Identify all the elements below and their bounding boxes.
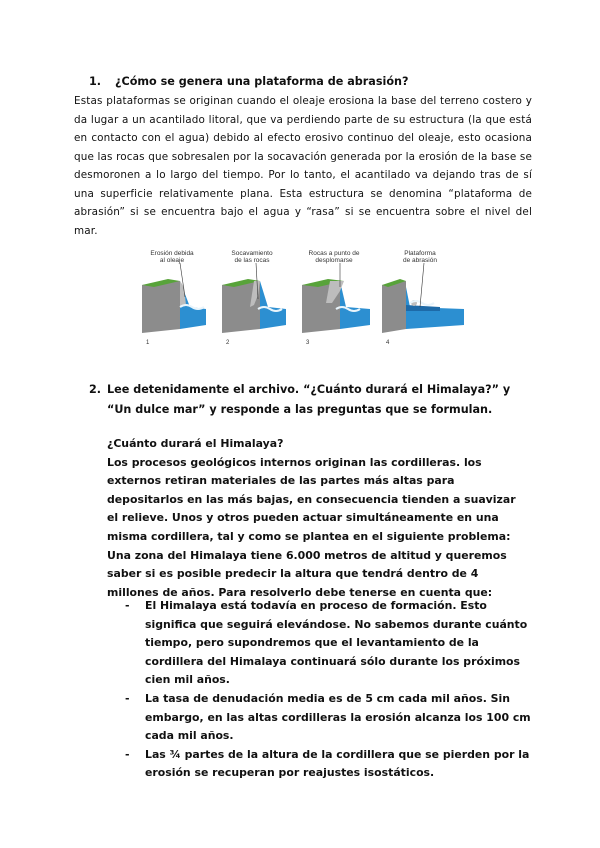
abrasion-platform-figure <box>140 247 470 347</box>
panel-4-label: Plataforma de abrasión <box>403 250 437 264</box>
figure-panel-4 <box>382 250 464 346</box>
question-2-number: 2. <box>89 383 102 396</box>
figure-panel-1 <box>142 250 206 346</box>
question-2-body <box>107 435 527 602</box>
figure-panel-2 <box>222 250 286 346</box>
question-1-number: 1. <box>89 75 102 88</box>
list-item-text: El Himalaya está todavía en proceso de formación. Esto significa que seguirá elevándose. No sabemos durante cuánto tiempo, pero supondremos que el levantamiento de la cordillera del Himalaya continuará sólo durante los próximos cien mil años. <box>145 599 528 687</box>
panel-4-platform <box>406 305 440 311</box>
panel-4-cliff <box>382 281 406 333</box>
panel-2-label: Socavamiento de las rocas <box>231 250 273 264</box>
figure-panel-3 <box>302 250 370 346</box>
panel-4-number: 4 <box>386 340 390 346</box>
question-1-title: ¿Cómo se genera una plataforma de abrasión? <box>115 75 409 88</box>
considerations-list <box>122 597 532 783</box>
abrasion-diagram <box>140 247 470 347</box>
question-2-heading <box>89 380 529 420</box>
list-item-text: La tasa de denudación media es de 5 cm cada mil años. Sin embargo, en las altas cordilleras la erosión alcanza los 100 cm cada mil años. <box>145 691 531 743</box>
panel-1-number: 1 <box>146 340 150 346</box>
himalaya-paragraph-1: Los procesos geológicos internos originan las cordilleras. los externos retiran materiales de las partes más altas para depositarlos en las más bajas, en consecuencia tienden a suavizar el relieve. Unos y otros pueden actuar simultáneamente en una misma cordillera, tal y como se plantea en el siguiente problema: <box>107 455 516 543</box>
list-item <box>122 690 532 746</box>
bullet-marker: - <box>125 599 130 612</box>
bullet-marker: - <box>125 691 130 705</box>
panel-1-cliff <box>142 281 180 333</box>
panel-3-sea <box>340 281 370 329</box>
list-item-text: Las ¾ partes de la altura de la cordillera que se pierden por la erosión se recuperan por reajustes isostáticos. <box>145 747 530 780</box>
question-2-title: Lee detenidamente el archivo. “¿Cuánto durará el Himalaya?” y “Un dulce mar” y responde a las preguntas que se formulan. <box>107 383 511 416</box>
bullet-marker: - <box>125 747 130 761</box>
panel-2-sea <box>260 281 286 329</box>
panel-3-number: 3 <box>306 340 310 346</box>
panel-4-pointer <box>420 263 424 307</box>
list-item <box>122 746 532 783</box>
question-1-paragraph: Estas plataformas se originan cuando el oleaje erosiona la base del terreno costero y da lugar a un acantilado litoral, que va perdiendo parte de su estructura (la que está en contacto con el agua) debido al efecto erosivo continuo del oleaje, esto ocasiona que las rocas que sobresalen por la socavación generada por la erosión de la base se desmoronen a lo largo del tiempo. Por lo tanto, el acantilado va dejando tras de sí una superficie relativamente plana. Esta estructura se denomina “plataforma de abrasión” si se encuentra bajo el agua y “rasa” si se encuentra sobre el nivel del mar. <box>74 95 532 237</box>
panel-2-number: 2 <box>226 340 230 346</box>
himalaya-subtitle: ¿Cuánto durará el Himalaya? <box>107 437 284 450</box>
question-1-heading <box>89 73 529 91</box>
panel-3-label: Rocas a punto de desplomarse <box>308 250 360 264</box>
himalaya-paragraph-2: Una zona del Himalaya tiene 6.000 metros de altitud y queremos saber si es posible predecir la altura que tendrá dentro de 4 millones de años. Para resolverlo debe tenerse en cuenta que: <box>107 548 507 599</box>
list-item <box>122 597 532 690</box>
panel-1-label: Erosión debida al oleaje <box>150 250 194 264</box>
